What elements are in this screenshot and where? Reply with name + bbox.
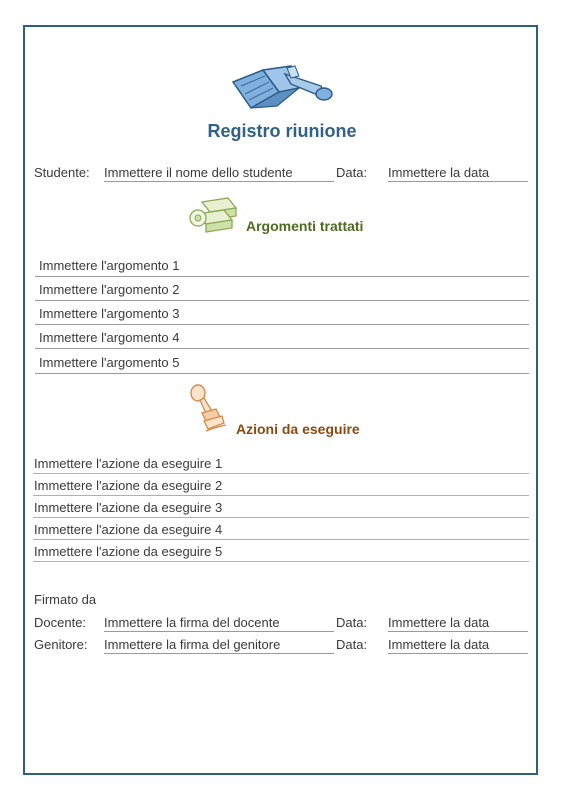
- topic-field-1[interactable]: Immettere l'argomento 1: [35, 257, 529, 277]
- book-and-scroll-icon: [229, 62, 337, 118]
- parent-date-field[interactable]: Immettere la data: [388, 637, 528, 654]
- student-date-label: Data:: [336, 165, 368, 180]
- student-name-field[interactable]: Immettere il nome dello studente: [104, 165, 334, 182]
- signed-by-label: Firmato da: [34, 592, 97, 607]
- books-stack-icon: [188, 196, 242, 234]
- page-title: Registro riunione: [207, 121, 357, 141]
- topics-heading: Argomenti trattati: [246, 218, 364, 234]
- stamp-icon: [186, 383, 234, 439]
- student-date-field[interactable]: Immettere la data: [388, 165, 528, 182]
- teacher-date-label: Data:: [336, 615, 368, 630]
- teacher-label: Docente:: [34, 615, 87, 630]
- action-field-2[interactable]: Immettere l'azione da eseguire 2: [33, 477, 529, 496]
- topic-field-2[interactable]: Immettere l'argomento 2: [35, 281, 529, 301]
- action-field-1[interactable]: Immettere l'azione da eseguire 1: [33, 455, 529, 474]
- topic-field-4[interactable]: Immettere l'argomento 4: [35, 329, 529, 349]
- actions-heading: Azioni da eseguire: [236, 421, 360, 437]
- topic-field-5[interactable]: Immettere l'argomento 5: [35, 354, 529, 374]
- topic-field-3[interactable]: Immettere l'argomento 3: [35, 305, 529, 325]
- parent-label: Genitore:: [34, 637, 88, 652]
- action-field-3[interactable]: Immettere l'azione da eseguire 3: [33, 499, 529, 518]
- parent-signature-field[interactable]: Immettere la firma del genitore: [104, 637, 334, 654]
- parent-date-label: Data:: [336, 637, 368, 652]
- teacher-date-field[interactable]: Immettere la data: [388, 615, 528, 632]
- action-field-5[interactable]: Immettere l'azione da eseguire 5: [33, 543, 529, 562]
- student-label: Studente:: [34, 165, 90, 180]
- action-field-4[interactable]: Immettere l'azione da eseguire 4: [33, 521, 529, 540]
- teacher-signature-field[interactable]: Immettere la firma del docente: [104, 615, 334, 632]
